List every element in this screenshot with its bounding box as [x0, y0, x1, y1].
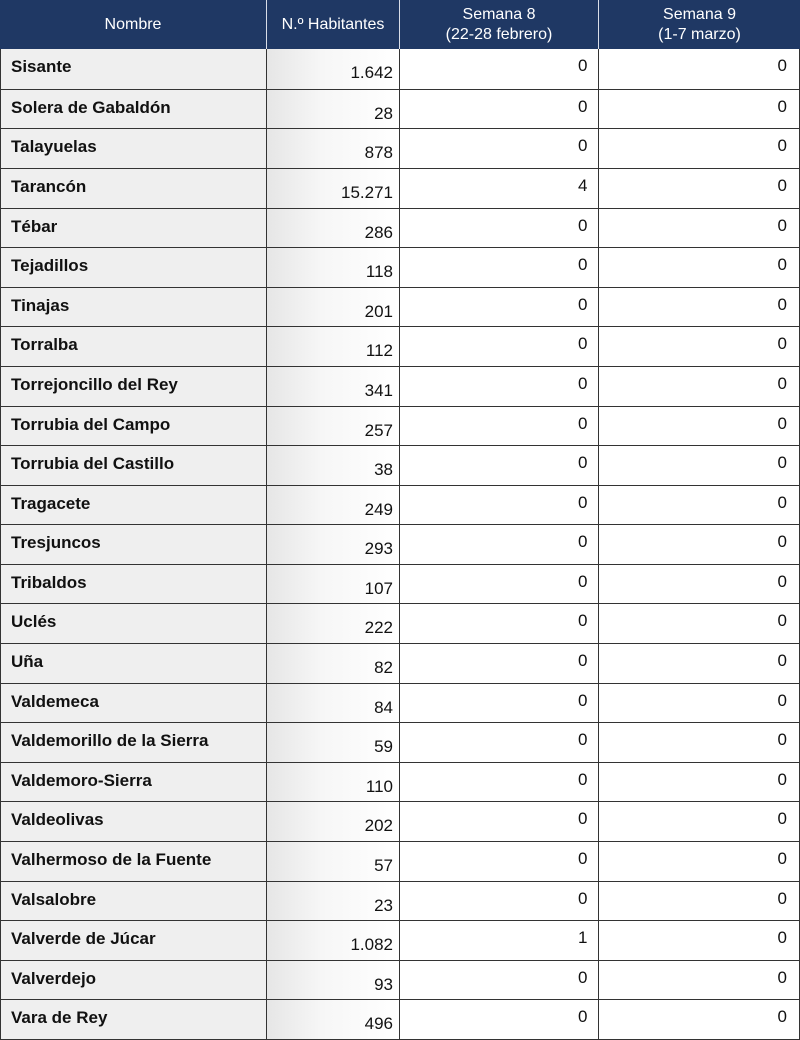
- table-body: [0, 49, 800, 1040]
- cell-nombre: Valdemoro-Sierra: [1, 763, 267, 802]
- table-row: [1, 643, 799, 683]
- table-row: [1, 920, 799, 960]
- table-row: [1, 366, 799, 406]
- cell-nombre: Valsalobre: [1, 882, 267, 921]
- cell-semana-8: 0: [400, 1000, 599, 1039]
- cell-habitantes: 293: [267, 525, 400, 564]
- cell-semana-9: 0: [599, 525, 800, 564]
- cell-semana-8: 0: [400, 763, 599, 802]
- cell-nombre: Torralba: [1, 327, 267, 366]
- cell-habitantes: 112: [267, 327, 400, 366]
- cell-habitantes: 93: [267, 961, 400, 1000]
- cell-nombre: Solera de Gabaldón: [1, 90, 267, 129]
- cell-semana-8: 0: [400, 723, 599, 762]
- cell-semana-8: 0: [400, 882, 599, 921]
- cell-semana-9: 0: [599, 288, 800, 327]
- cell-semana-9: 0: [599, 802, 800, 841]
- cell-habitantes: 496: [267, 1000, 400, 1039]
- table-row: [1, 49, 799, 89]
- cell-habitantes: 110: [267, 763, 400, 802]
- header-habitantes-label: N.º Habitantes: [281, 15, 385, 33]
- cell-semana-9: 0: [599, 1000, 800, 1039]
- cell-habitantes: 1.642: [267, 49, 400, 89]
- cell-semana-9: 0: [599, 367, 800, 406]
- table-row: [1, 485, 799, 525]
- header-semana-9: [599, 0, 800, 49]
- cell-habitantes: 878: [267, 129, 400, 168]
- cell-semana-9: 0: [599, 49, 800, 89]
- cell-nombre: Valdemorillo de la Sierra: [1, 723, 267, 762]
- cell-semana-8: 0: [400, 209, 599, 248]
- cell-semana-8: 4: [400, 169, 599, 208]
- table-row: [1, 89, 799, 129]
- table-row: [1, 406, 799, 446]
- header-nombre: [0, 0, 267, 49]
- table-row: [1, 801, 799, 841]
- table-row: [1, 683, 799, 723]
- cell-nombre: Uña: [1, 644, 267, 683]
- cell-semana-9: 0: [599, 209, 800, 248]
- cell-semana-8: 0: [400, 248, 599, 287]
- cell-habitantes: 15.271: [267, 169, 400, 208]
- header-habitantes: [267, 0, 400, 49]
- cell-semana-8: 0: [400, 802, 599, 841]
- cell-nombre: Tinajas: [1, 288, 267, 327]
- cell-semana-8: 0: [400, 644, 599, 683]
- cell-semana-9: 0: [599, 763, 800, 802]
- cell-semana-8: 0: [400, 486, 599, 525]
- cell-nombre: Tribaldos: [1, 565, 267, 604]
- cell-habitantes: 84: [267, 684, 400, 723]
- cell-nombre: Valhermoso de la Fuente: [1, 842, 267, 881]
- table-row: [1, 128, 799, 168]
- header-semana-9-dates: (1-7 marzo): [658, 25, 741, 43]
- cell-semana-9: 0: [599, 644, 800, 683]
- cell-semana-8: 0: [400, 446, 599, 485]
- cell-nombre: Tragacete: [1, 486, 267, 525]
- cell-habitantes: 107: [267, 565, 400, 604]
- cell-nombre: Tébar: [1, 209, 267, 248]
- cell-nombre: Tejadillos: [1, 248, 267, 287]
- cell-nombre: Torrejoncillo del Rey: [1, 367, 267, 406]
- table-row: [1, 564, 799, 604]
- cell-habitantes: 82: [267, 644, 400, 683]
- cell-nombre: Sisante: [1, 49, 267, 89]
- table-row: [1, 881, 799, 921]
- cell-habitantes: 202: [267, 802, 400, 841]
- cell-semana-9: 0: [599, 882, 800, 921]
- cell-semana-9: 0: [599, 129, 800, 168]
- cell-nombre: Tresjuncos: [1, 525, 267, 564]
- header-semana-9-title: Semana 9: [663, 5, 736, 23]
- table-row: [1, 208, 799, 248]
- cell-nombre: Valdeolivas: [1, 802, 267, 841]
- table-row: [1, 841, 799, 881]
- cell-nombre: Talayuelas: [1, 129, 267, 168]
- cell-habitantes: 286: [267, 209, 400, 248]
- cell-semana-8: 0: [400, 90, 599, 129]
- cell-habitantes: 341: [267, 367, 400, 406]
- cell-semana-8: 0: [400, 327, 599, 366]
- cell-habitantes: 28: [267, 90, 400, 129]
- cell-semana-9: 0: [599, 90, 800, 129]
- cell-semana-9: 0: [599, 407, 800, 446]
- cell-semana-8: 0: [400, 525, 599, 564]
- table-row: [1, 722, 799, 762]
- cell-nombre: Vara de Rey: [1, 1000, 267, 1039]
- cell-semana-9: 0: [599, 604, 800, 643]
- table-row: [1, 960, 799, 1000]
- cell-semana-9: 0: [599, 921, 800, 960]
- cell-habitantes: 57: [267, 842, 400, 881]
- cell-semana-9: 0: [599, 565, 800, 604]
- cell-semana-9: 0: [599, 961, 800, 1000]
- cell-nombre: Torrubia del Castillo: [1, 446, 267, 485]
- cell-semana-8: 0: [400, 842, 599, 881]
- table-row: [1, 603, 799, 643]
- cell-habitantes: 23: [267, 882, 400, 921]
- cell-nombre: Torrubia del Campo: [1, 407, 267, 446]
- cell-semana-8: 0: [400, 684, 599, 723]
- table-row: [1, 999, 799, 1039]
- cell-semana-8: 0: [400, 49, 599, 89]
- cell-nombre: Tarancón: [1, 169, 267, 208]
- cell-semana-8: 1: [400, 921, 599, 960]
- cell-nombre: Valdemeca: [1, 684, 267, 723]
- cell-nombre: Valverde de Júcar: [1, 921, 267, 960]
- table-row: [1, 247, 799, 287]
- header-nombre-label: Nombre: [104, 15, 162, 33]
- table-row: [1, 168, 799, 208]
- cell-semana-8: 0: [400, 604, 599, 643]
- cell-semana-8: 0: [400, 961, 599, 1000]
- cell-semana-9: 0: [599, 169, 800, 208]
- cell-semana-8: 0: [400, 565, 599, 604]
- cell-semana-8: 0: [400, 129, 599, 168]
- cell-semana-9: 0: [599, 723, 800, 762]
- table-header: [0, 0, 800, 49]
- cell-habitantes: 118: [267, 248, 400, 287]
- cell-nombre: Uclés: [1, 604, 267, 643]
- cell-semana-9: 0: [599, 248, 800, 287]
- cell-semana-9: 0: [599, 327, 800, 366]
- table-row: [1, 326, 799, 366]
- cell-semana-9: 0: [599, 486, 800, 525]
- cell-habitantes: 222: [267, 604, 400, 643]
- cell-semana-9: 0: [599, 684, 800, 723]
- header-semana-8-dates: (22-28 febrero): [445, 25, 553, 43]
- cell-habitantes: 201: [267, 288, 400, 327]
- cell-habitantes: 249: [267, 486, 400, 525]
- header-semana-8-title: Semana 8: [462, 5, 536, 23]
- cell-habitantes: 59: [267, 723, 400, 762]
- cell-semana-8: 0: [400, 367, 599, 406]
- cell-habitantes: 257: [267, 407, 400, 446]
- cell-semana-8: 0: [400, 288, 599, 327]
- cell-habitantes: 1.082: [267, 921, 400, 960]
- cell-semana-8: 0: [400, 407, 599, 446]
- cell-nombre: Valverdejo: [1, 961, 267, 1000]
- cell-habitantes: 38: [267, 446, 400, 485]
- cell-semana-9: 0: [599, 446, 800, 485]
- table-row: [1, 445, 799, 485]
- cell-semana-9: 0: [599, 842, 800, 881]
- table-row: [1, 762, 799, 802]
- table-row: [1, 287, 799, 327]
- table-row: [1, 524, 799, 564]
- header-semana-8: [400, 0, 599, 49]
